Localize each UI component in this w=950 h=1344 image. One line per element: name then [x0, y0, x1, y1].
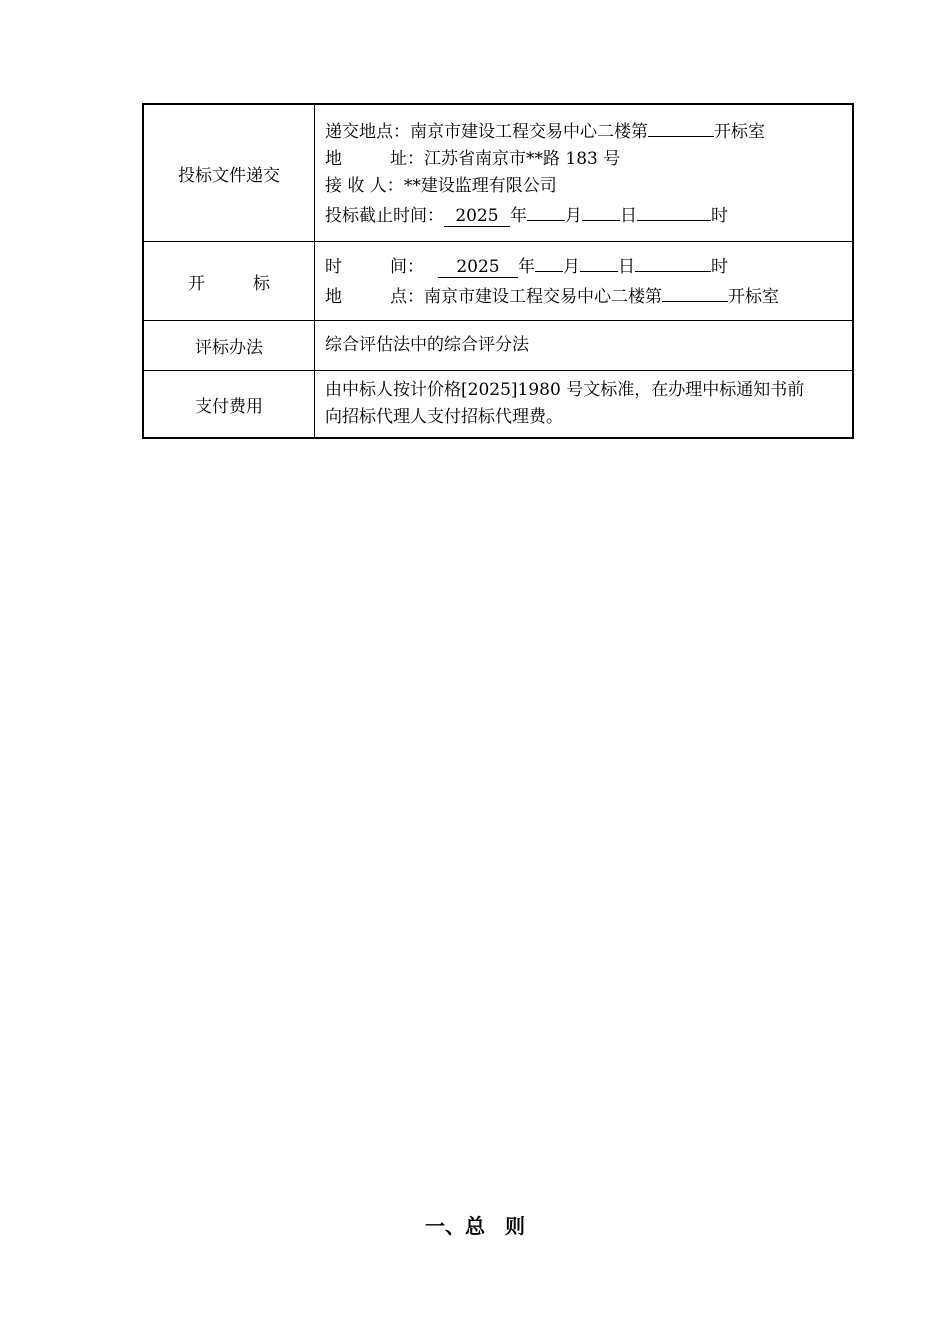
- submission-place-line: [325, 116, 844, 146]
- opening-room-blank: [662, 281, 728, 302]
- opening-year-unit: 年: [518, 257, 535, 277]
- opening-time-key-a: 时: [325, 257, 342, 277]
- opening-time-line: [325, 251, 844, 281]
- table-row: [143, 242, 853, 321]
- address-line: [325, 146, 844, 173]
- row-label-bid-opening: [143, 242, 315, 321]
- row-label-bid-submission: 投标文件递交: [143, 104, 315, 242]
- address-key-b: 址：: [390, 149, 424, 169]
- table-row: [143, 371, 853, 439]
- opening-place-value: 南京市建设工程交易中心二楼第: [424, 287, 662, 307]
- opening-day-blank: [580, 251, 618, 272]
- bid-info-table: [142, 103, 854, 439]
- payment-details: [315, 371, 854, 439]
- opening-place-suffix: 开标室: [728, 287, 779, 307]
- receiver-value: **建设监理有限公司: [403, 176, 557, 196]
- bid-submission-details: [315, 104, 854, 242]
- deadline-prefix: 投标截止时间：: [325, 206, 444, 226]
- opening-hour-blank: [635, 251, 711, 272]
- row-label-payment: 支付费用: [143, 371, 315, 439]
- bid-opening-details: [315, 242, 854, 321]
- table-row: [143, 104, 853, 242]
- bid-opening-label-a: 开: [188, 273, 205, 294]
- deadline-year: 2025: [444, 206, 510, 227]
- deadline-line: [325, 200, 844, 230]
- row-label-evaluation-method: 评标办法: [143, 321, 315, 371]
- submission-place-suffix: 开标室: [714, 122, 765, 142]
- opening-month-blank: [535, 251, 563, 272]
- address-value: 江苏省南京市**路 183 号: [424, 149, 621, 169]
- opening-time-key-b: 间：: [390, 257, 424, 277]
- room-number-blank: [648, 116, 714, 137]
- deadline-hour-unit: 时: [711, 206, 728, 226]
- opening-place-key-b: 点：: [390, 287, 424, 307]
- receiver-key: 接 收 人：: [325, 176, 404, 196]
- deadline-day-unit: 日: [620, 206, 637, 226]
- payment-line-2: 向招标代理人支付招标代理费。: [325, 407, 563, 427]
- opening-place-line: [325, 281, 844, 311]
- section-title: 一、总 则: [425, 1214, 525, 1238]
- opening-place-key-a: 地: [325, 287, 342, 307]
- deadline-month-unit: 月: [565, 206, 582, 226]
- payment-line-1: 由中标人按计价格[2025]1980 号文标准，在办理中标通知书前: [325, 380, 805, 400]
- opening-hour-unit: 时: [711, 257, 728, 277]
- opening-day-unit: 日: [618, 257, 635, 277]
- opening-month-unit: 月: [563, 257, 580, 277]
- bid-opening-label-b: 标: [253, 273, 270, 294]
- deadline-day-blank: [582, 200, 620, 221]
- opening-year: 2025: [438, 257, 518, 278]
- address-key-a: 地: [325, 149, 342, 169]
- submission-place-prefix: 递交地点：南京市建设工程交易中心二楼第: [325, 122, 648, 142]
- receiver-line: [325, 173, 844, 200]
- deadline-hour-blank: [637, 200, 711, 221]
- table-row: [143, 321, 853, 371]
- deadline-year-unit: 年: [510, 206, 527, 226]
- evaluation-method-text: 综合评估法中的综合评分法: [315, 321, 854, 371]
- deadline-month-blank: [527, 200, 565, 221]
